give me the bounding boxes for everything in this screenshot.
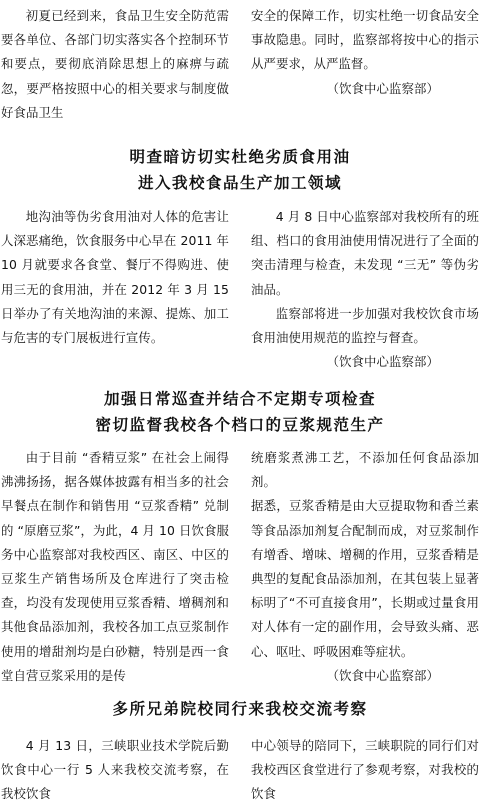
- paragraph: 据悉，豆浆香精是由大豆提取物和香兰素等食品添加剂复合配制而成，对豆浆制作有增香、增味、增稠的作用，豆浆香精是典型的复配食品添加剂，在其包装上显著标明了“不可直接食用”，长期或过量食用对人体有一定的副作用，会导致头痛、恶心、呕吐、呼吸困难等症状。: [251, 498, 479, 659]
- paragraph: 地沟油等伪劣食用油对人体的危害让人深恶痛绝，饮食服务中心早在 2011 年 10 月就要求各食堂、餐厅不得购进、使用三无的食用油，并在 2012 年 3 月 15 日举办了有关地沟油的来源、提炼、加工与危害的专门展板进行宣传。: [1, 209, 229, 346]
- paragraph: 初夏已经到来，食品卫生安全防范需要各单位、各部门切实落实各个控制环节和要点，要彻底消除思想上的麻痹与疏忽，要严格按照中心的相关要求与制度做好食品卫生: [1, 8, 229, 120]
- article-3-left-column: [1, 734, 229, 807]
- signature: （饮食中心监察部）: [326, 667, 439, 683]
- article-1-title: [0, 144, 480, 196]
- title-line: 进入我校食品生产加工领域: [137, 173, 342, 192]
- paragraph: 统磨浆煮沸工艺，不添加任何食品添加剂。: [251, 450, 479, 490]
- paragraph: 4 月 13 日，三峡职业技术学院后勤饮食中心一行 5 人来我校交流考察，在我校饮食: [1, 738, 229, 802]
- title-line: 密切监督我校各个档口的豆浆规范生产: [95, 415, 385, 434]
- paragraph: 监察部将进一步加强对我校饮食市场食用油使用规范的监控与督查。: [251, 305, 479, 346]
- article-3-title: [0, 696, 480, 722]
- paragraph: 中心领导的陪同下，三峡职院的同行们对我校西区食堂进行了参观考察，对我校的饮食: [251, 738, 479, 802]
- title-line: 加强日常巡查并结合不定期专项检查: [103, 389, 376, 408]
- article-2-right-column: [251, 446, 479, 688]
- article-1-right-column: [251, 205, 479, 374]
- article-2-left-column: [1, 446, 229, 688]
- article-1-left-column: [1, 205, 229, 350]
- signature: （饮食中心监察部）: [326, 80, 439, 96]
- title-line: 明查暗访切实杜绝劣质食用油: [129, 147, 351, 166]
- article-2-title: [0, 386, 480, 438]
- paragraph: 安全的保障工作，切实杜绝一切食品安全事故隐患。同时，监察部将按中心的指示从严要求，从严监督。: [251, 8, 479, 72]
- intro-left-column: [1, 4, 229, 125]
- paragraph: 由于目前 “香精豆浆” 在社会上闹得沸沸扬扬，据各媒体披露有相当多的社会早餐点在制作和销售用 “豆浆香精” 兑制的 “原磨豆浆”，为此，4 月 10 日饮食服务中心监察部对我校西区、南区、中区的豆浆生产销售场所及仓库进行了突击检查，均没有发现使用豆浆香精、增稠剂和其他食品添加剂，我校各加工点豆浆制作使用的增甜剂均是白砂糖，特别是西一食堂自营豆浆采用的是传: [1, 450, 230, 683]
- signature: （饮食中心监察部）: [326, 354, 439, 370]
- title-line: 多所兄弟院校同行来我校交流考察: [112, 699, 368, 718]
- article-3-right-column: [251, 734, 479, 807]
- intro-right-column: [251, 4, 479, 101]
- paragraph: 4 月 8 日中心监察部对我校所有的班组、档口的食用油使用情况进行了全面的突击清理与检查，未发现 “三无” 等伪劣油品。: [251, 209, 479, 297]
